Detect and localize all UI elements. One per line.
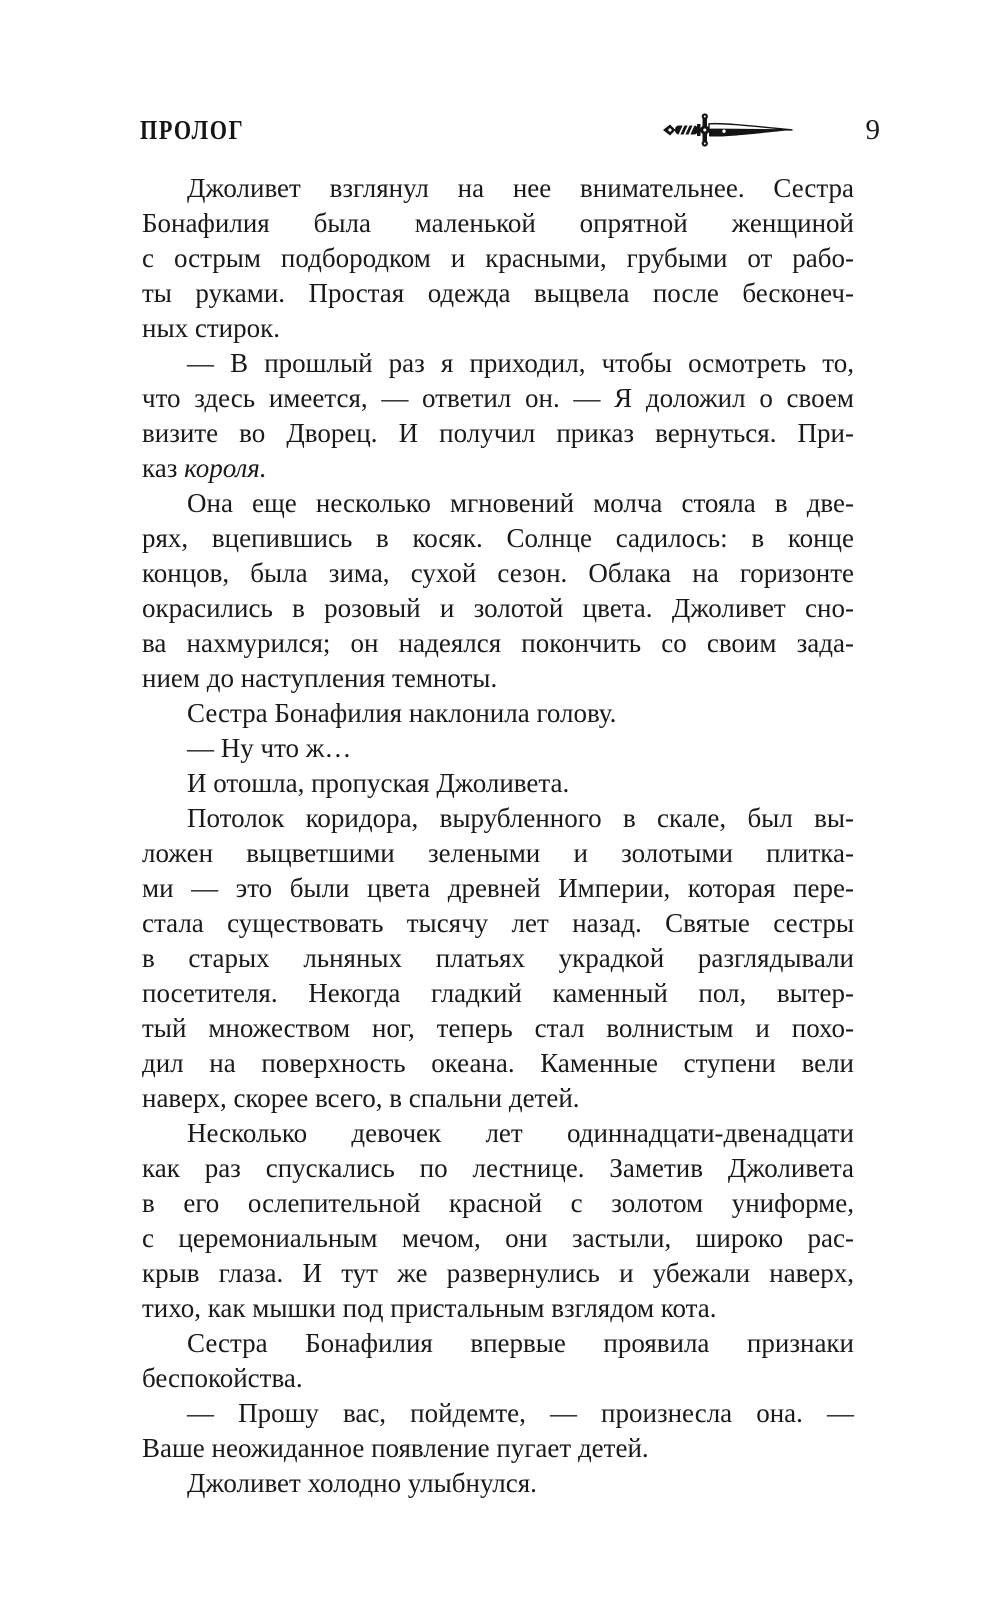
dagger-ornament-icon bbox=[662, 113, 794, 147]
text-line: — В прошлый раз я приходил, чтобы осмотреть то, bbox=[187, 348, 854, 378]
text-line: концов, была зима, сухой сезон. Облака на горизонте bbox=[142, 558, 854, 588]
text-line: Бонафилия была маленькой опрятной женщиной bbox=[142, 208, 854, 238]
text-line: что здесь имеется, — ответил он. — Я доложил о своем bbox=[142, 383, 854, 413]
text-line: рях, вцепившись в косяк. Солнце садилось: в конце bbox=[142, 523, 854, 553]
text-line: ми — это были цвета древней Империи, которая пере- bbox=[142, 873, 854, 903]
text-line: с церемониальным мечом, они застыли, широко рас- bbox=[142, 1223, 854, 1253]
paragraph bbox=[142, 1326, 854, 1396]
paragraph bbox=[142, 696, 854, 731]
text-line: с острым подбородком и красными, грубыми от рабо- bbox=[142, 243, 854, 273]
text-line: нием до наступления темноты. bbox=[142, 663, 498, 693]
text-line: ва нахмурился; он надеялся покончить со своим зада- bbox=[142, 628, 854, 658]
text-line: ложен выцветшими зелеными и золотыми плитка- bbox=[142, 838, 854, 868]
text-line: крыв глаза. И тут же развернулись и убежали наверх, bbox=[142, 1258, 854, 1288]
paragraph bbox=[142, 766, 854, 801]
page-header bbox=[140, 112, 880, 148]
paragraph bbox=[142, 1396, 854, 1466]
text-line: окрасились в розовый и золотой цвета. Джоливет сно- bbox=[142, 593, 854, 623]
paragraph bbox=[142, 486, 854, 696]
text-line: каз короля. bbox=[142, 453, 267, 483]
text-line: стала существовать тысячу лет назад. Святые сестры bbox=[142, 908, 854, 938]
text-line: наверх, скорее всего, в спальни детей. bbox=[142, 1083, 580, 1113]
text-line: Джоливет взглянул на нее внимательнее. Сестра bbox=[187, 173, 854, 203]
text-line: беспокойства. bbox=[142, 1363, 303, 1393]
text-line: в его ослепительной красной с золотом униформе, bbox=[142, 1188, 854, 1218]
text-line: как раз спускались по лестнице. Заметив Джоливета bbox=[142, 1153, 854, 1183]
text-line: Потолок коридора, вырубленного в скале, был вы- bbox=[187, 803, 854, 833]
text-line: ты руками. Простая одежда выцвела после бесконеч- bbox=[142, 278, 854, 308]
paragraph bbox=[142, 346, 854, 486]
text-line: Ваше неожиданное появление пугает детей. bbox=[142, 1433, 649, 1463]
paragraph bbox=[142, 801, 854, 1116]
paragraph bbox=[142, 171, 854, 346]
text-line: тый множеством ног, теперь стал волнистым и похо- bbox=[142, 1013, 854, 1043]
paragraph bbox=[142, 1466, 854, 1501]
text-line: визите во Дворец. И получил приказ вернуться. При- bbox=[142, 418, 854, 448]
paragraph bbox=[142, 1116, 854, 1326]
text-line: в старых льняных платьях украдкой разглядывали bbox=[142, 943, 854, 973]
paragraph bbox=[142, 731, 854, 766]
text-line: И отошла, пропуская Джоливета. bbox=[187, 768, 570, 798]
text-line: Сестра Бонафилия наклонила голову. bbox=[187, 698, 617, 728]
text-line: — Ну что ж… bbox=[187, 733, 352, 763]
text-line: Сестра Бонафилия впервые проявила признаки bbox=[187, 1328, 854, 1358]
text-line: Она еще несколько мгновений молча стояла в две- bbox=[187, 488, 854, 518]
text-line: посетителя. Некогда гладкий каменный пол, вытер- bbox=[142, 978, 854, 1008]
text-line: Несколько девочек лет одиннадцати-двенадцати bbox=[187, 1118, 854, 1148]
text-line: — Прошу вас, пойдемте, — произнесла она. — bbox=[187, 1398, 854, 1428]
running-title: ПРОЛОГ bbox=[140, 115, 245, 145]
text-line: дил на поверхность океана. Каменные ступени вели bbox=[142, 1048, 854, 1078]
page-number: 9 bbox=[865, 114, 880, 146]
text-line: Джоливет холодно улыбнулся. bbox=[187, 1468, 537, 1498]
italic-phrase: короля. bbox=[184, 453, 267, 483]
page-text bbox=[142, 171, 854, 1501]
text-line: тихо, как мышки под пристальным взглядом кота. bbox=[142, 1293, 717, 1323]
text-line: ных стирок. bbox=[142, 313, 280, 343]
